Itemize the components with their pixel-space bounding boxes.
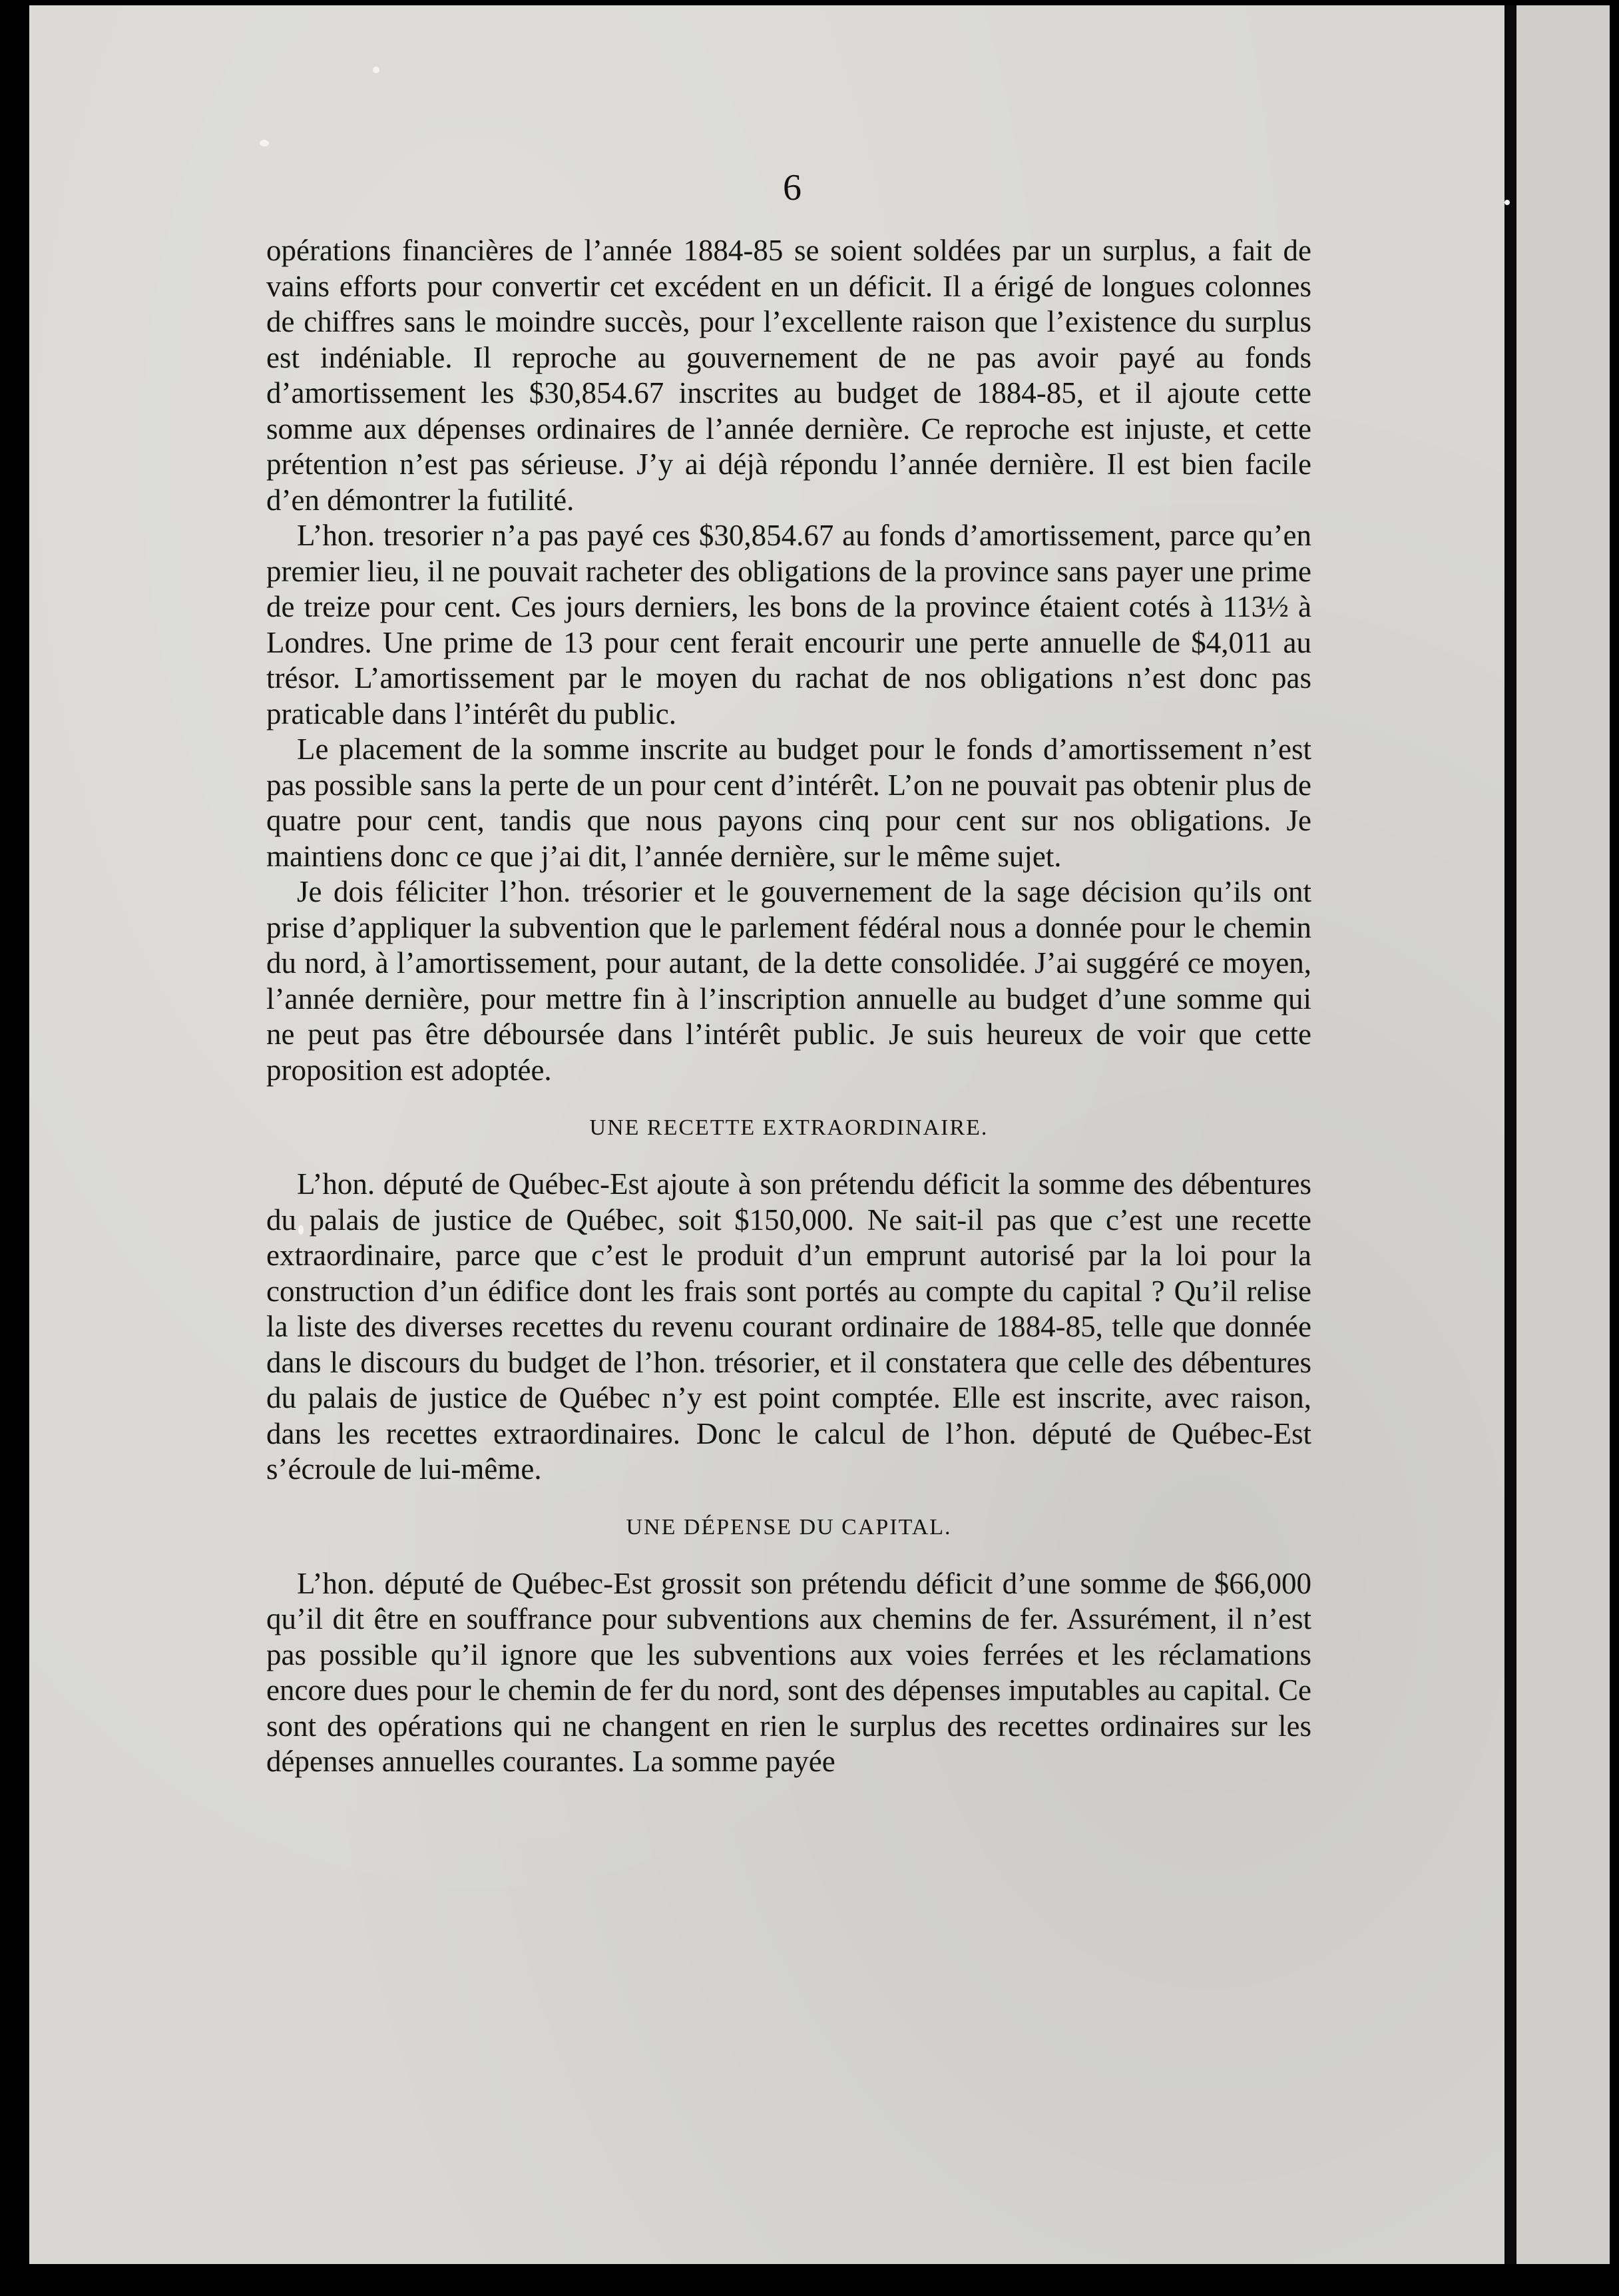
adjacent-page-edge xyxy=(1516,5,1610,2264)
scan-speck xyxy=(260,140,269,146)
section-heading-depense: UNE DÉPENSE DU CAPITAL. xyxy=(626,1514,952,1540)
paragraph: L’hon. député de Québec-Est ajoute à son prétendu déficit la somme des débentures du palais de justice de Québec, soit $150,000. Ne sait-il pas que c’est une recette extraordinaire, parce que c’est le produit d’un emprunt autorisé par la loi pour la construction d’un édifice dont les frais sont portés au compte du capital ? Qu’il relise la liste des diverses recettes du revenu courant ordinaire de 1884-85, telle que donnée dans le discours du budget de l’hon. trésorier, et il constatera que celle des débentures du palais de justice de Québec n’y est point comptée. Elle est inscrite, avec raison, dans les recettes extraordinaires. Donc le calcul de l’hon. député de Québec-Est s’écroule de lui-même. xyxy=(266,1167,1311,1486)
paragraph: opérations financières de l’année 1884-85 se soient soldées par un surplus, a fait de vains efforts pour convertir cet excédent en un déficit. Il a érigé de longues colonnes de chiffres sans le moindre succès, pour l’excellente raison que l’existence du surplus est indéniable. Il reproche au gouvernement de ne pas avoir payé au fonds d’amortissement les $30,854.67 inscrites au budget de 1884-85, et il ajoute cette somme aux dépenses ordinaires de l’année dernière. Ce reproche est injuste, et cette prétention n’est pas sérieuse. J’y ai déjà répondu l’année dernière. Il est bien facile d’en démontrer la futilité. xyxy=(266,234,1311,517)
scan-speck xyxy=(1504,200,1510,205)
scan-border-bottom xyxy=(0,2264,1619,2296)
paragraph: L’hon. député de Québec-Est grossit son prétendu déficit d’une somme de $66,000 qu’il dit être en souffrance pour subventions aux chemins de fer. Assurément, il n’est pas possible qu’il ignore que les subventions aux voies ferrées et les réclamations encore dues pour le chemin de fer du nord, sont des dépenses imputables au capital. Ce sont des opérations qui ne changent en rien le surplus des recettes ordinaires sur les dépenses annuelles courantes. La somme payée xyxy=(266,1566,1311,1778)
paragraph: L’hon. tresorier n’a pas payé ces $30,854.67 au fonds d’amortissement, parce qu’en premier lieu, il ne pouvait racheter des obligations de la province sans payer une prime de treize pour cent. Ces jours derniers, les bons de la province étaient cotés à 113½ à Londres. Une prime de 13 pour cent ferait encourir une perte annuelle de $4,011 au trésor. L’amortissement par le moyen du rachat de nos obligations n’est donc pas praticable dans l’intérêt du public. xyxy=(266,519,1311,730)
paragraph: Le placement de la somme inscrite au budget pour le fonds d’amortissement n’est pas possible sans la perte de un pour cent d’intérêt. L’on ne pouvait pas obtenir plus de quatre pour cent, tandis que nous payons cinq pour cent sur nos obligations. Je maintiens donc ce que j’ai dit, l’année dernière, sur le même sujet. xyxy=(266,732,1311,873)
page-number: 6 xyxy=(783,167,802,208)
body-text xyxy=(266,233,1311,1780)
page-gutter xyxy=(1506,5,1516,2264)
paragraph: Je dois féliciter l’hon. trésorier et le gouvernement de la sage décision qu’ils ont prise d’appliquer la subvention que le parlement fédéral nous a donnée pour le chemin du nord, à l’amortissement, pour autant, de la dette consolidée. J’ai suggéré ce moyen, l’année dernière, pour mettre fin à l’inscription annuelle au budget d’une somme qui ne peut pas être déboursée dans l’intérêt public. Je suis heureux de voir que cette proposition est adoptée. xyxy=(266,875,1311,1087)
scan-speck xyxy=(373,67,379,73)
section-heading-recette: UNE RECETTE EXTRAORDINAIRE. xyxy=(589,1115,989,1140)
